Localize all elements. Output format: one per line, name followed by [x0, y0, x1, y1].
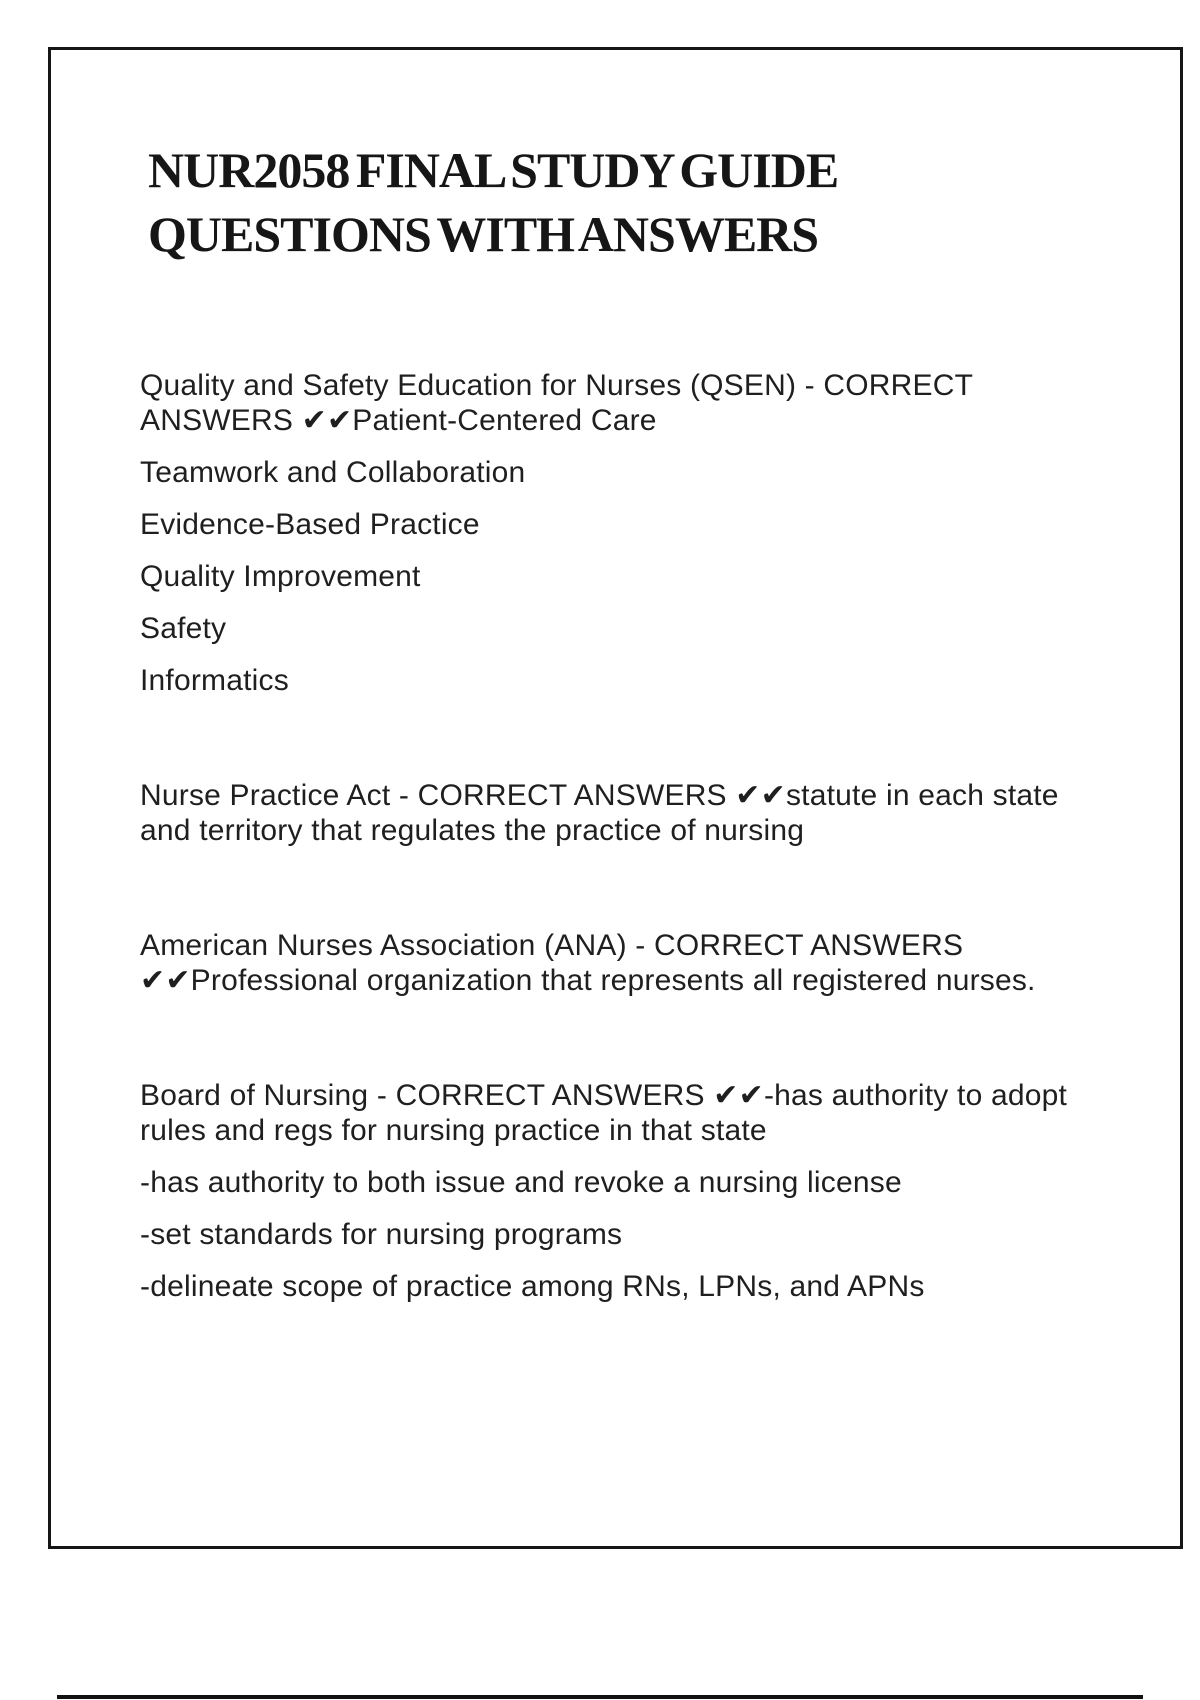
text-line: and territory that regulates the practice of nursing	[140, 814, 805, 847]
paragraph-ana	[140, 928, 1140, 998]
next-page-top-border	[57, 1695, 1143, 1699]
paragraph-teamwork	[140, 455, 1140, 490]
text-line: -delineate scope of practice among RNs, LPNs, and APNs	[140, 1270, 925, 1303]
text-line: Quality and Safety Education for Nurses (QSEN) - CORRECT	[140, 369, 974, 402]
paragraph-evidence	[140, 507, 1140, 542]
text-line: Teamwork and Collaboration	[140, 456, 526, 489]
text-line: American Nurses Association (ANA) - CORRECT ANSWERS	[140, 929, 964, 962]
text-line: ✔✔Professional organization that represents all registered nurses.	[140, 964, 1036, 997]
text-line: Informatics	[140, 664, 289, 697]
text-line: Evidence-Based Practice	[140, 508, 480, 541]
title-line-2: QUESTIONS WITH ANSWERS	[148, 206, 819, 262]
text-line: Safety	[140, 612, 227, 645]
text-line: Board of Nursing - CORRECT ANSWERS ✔✔-has authority to adopt	[140, 1079, 1068, 1112]
text-line: -set standards for nursing programs	[140, 1218, 623, 1251]
text-line: ANSWERS ✔✔Patient-Centered Care	[140, 404, 657, 437]
paragraph-safety	[140, 611, 1140, 646]
text-line: Quality Improvement	[140, 560, 421, 593]
paragraph-quality-improvement	[140, 559, 1140, 594]
paragraph-board-item-standards	[140, 1217, 1140, 1252]
document-body	[140, 368, 1140, 1304]
paragraph-board-item-scope	[140, 1269, 1140, 1304]
text-line: -has authority to both issue and revoke a nursing license	[140, 1166, 902, 1199]
paragraph-qsen	[140, 368, 1140, 438]
document-title	[148, 138, 1180, 266]
page-border-box	[48, 47, 1183, 1549]
paragraph-nurse-practice-act	[140, 778, 1140, 848]
paragraph-board-of-nursing	[140, 1078, 1140, 1148]
paragraph-board-item-license	[140, 1165, 1140, 1200]
text-line: Nurse Practice Act - CORRECT ANSWERS ✔✔statute in each state	[140, 779, 1059, 812]
text-line: rules and regs for nursing practice in that state	[140, 1114, 767, 1147]
paragraph-informatics	[140, 663, 1140, 698]
title-line-1: NUR2058 FINAL STUDY GUIDE	[148, 142, 839, 198]
